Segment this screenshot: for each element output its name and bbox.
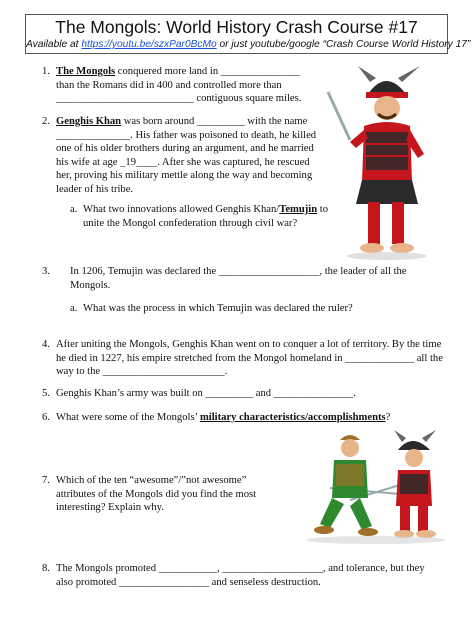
q2-number: 2. (42, 116, 50, 127)
question-3: In 1206, Temujin was declared the ___________________, the leader of all the Mongols. (70, 266, 407, 291)
dueling-warriors-illustration (290, 428, 450, 548)
question-8: The Mongols promoted ___________, ___________________, and tolerance, but they also promoted _________________ and senseless destruction. (56, 563, 425, 588)
q1-term: The Mongols (56, 66, 116, 77)
q2a-post: to unite the Mongol confederation through civil war? (83, 204, 329, 229)
q7-number: 7. (42, 475, 50, 486)
q5-number: 5. (42, 388, 50, 399)
q2-term: Genghis Khan (56, 116, 122, 127)
q3a-text: What was the process in which Temujin was declared the ruler? (83, 303, 353, 314)
question-5: Genghis Khan’s army was built on _________ and _______________. (56, 388, 356, 399)
question-1 (56, 65, 311, 106)
question-7: Which of the ten “awesome”/”not awesome” attributes of the Mongols did you find the most interesting? Explain why. (56, 475, 257, 514)
question-4: After uniting the Mongols, Genghis Khan went on to conquer a lot of territory. By the time he died in 1227, his empire stretched from the Mongol homeland in _____________ all the way to the _______________________. (56, 339, 443, 378)
q2a-term: Temujin (279, 204, 318, 215)
q3a-letter: a. (70, 303, 78, 314)
q3-number: 3. (42, 266, 50, 277)
q2a-pre: What two innovations allowed Genghis Khan/ (83, 204, 280, 215)
sword-icon (328, 92, 350, 140)
subtitle-prefix: Available at (26, 39, 82, 50)
q6-pre: What were some of the Mongols’ (56, 412, 200, 423)
q2a-letter: a. (70, 204, 78, 215)
question-2a (70, 203, 330, 230)
mongol-warrior-illustration (320, 62, 445, 262)
video-link[interactable]: https://youtu.be/szxPar0BcMo (81, 39, 217, 50)
worksheet-header (25, 14, 471, 54)
q6-term: military characteristics/accomplishments (199, 412, 386, 423)
worksheet-subtitle (26, 38, 471, 51)
question-2 (56, 115, 326, 197)
question-6 (56, 411, 436, 425)
q8-number: 8. (42, 563, 50, 574)
q6-number: 6. (42, 412, 50, 423)
q6-post: ? (385, 412, 391, 423)
q4-number: 4. (42, 339, 50, 350)
question-3a (70, 302, 410, 316)
subtitle-suffix: or just youtube/google “Crash Course World History 17” (216, 39, 471, 50)
q1-text: conquered more land in _______________ than the Romans did in 400 and controlled more than __________________________ contiguous square miles. (56, 66, 302, 105)
q1-number: 1. (42, 66, 50, 77)
q2-text: was born around _________ with the name ______________. His father was poisoned to death, he killed one of his older brothers during an argument, and he married his wife at age _19____. After she was captured, he rescued her, proving his military mettle along the way and becoming leader of his tribe. (56, 116, 317, 195)
worksheet-title: The Mongols: World History Crash Course #17 (55, 17, 418, 37)
